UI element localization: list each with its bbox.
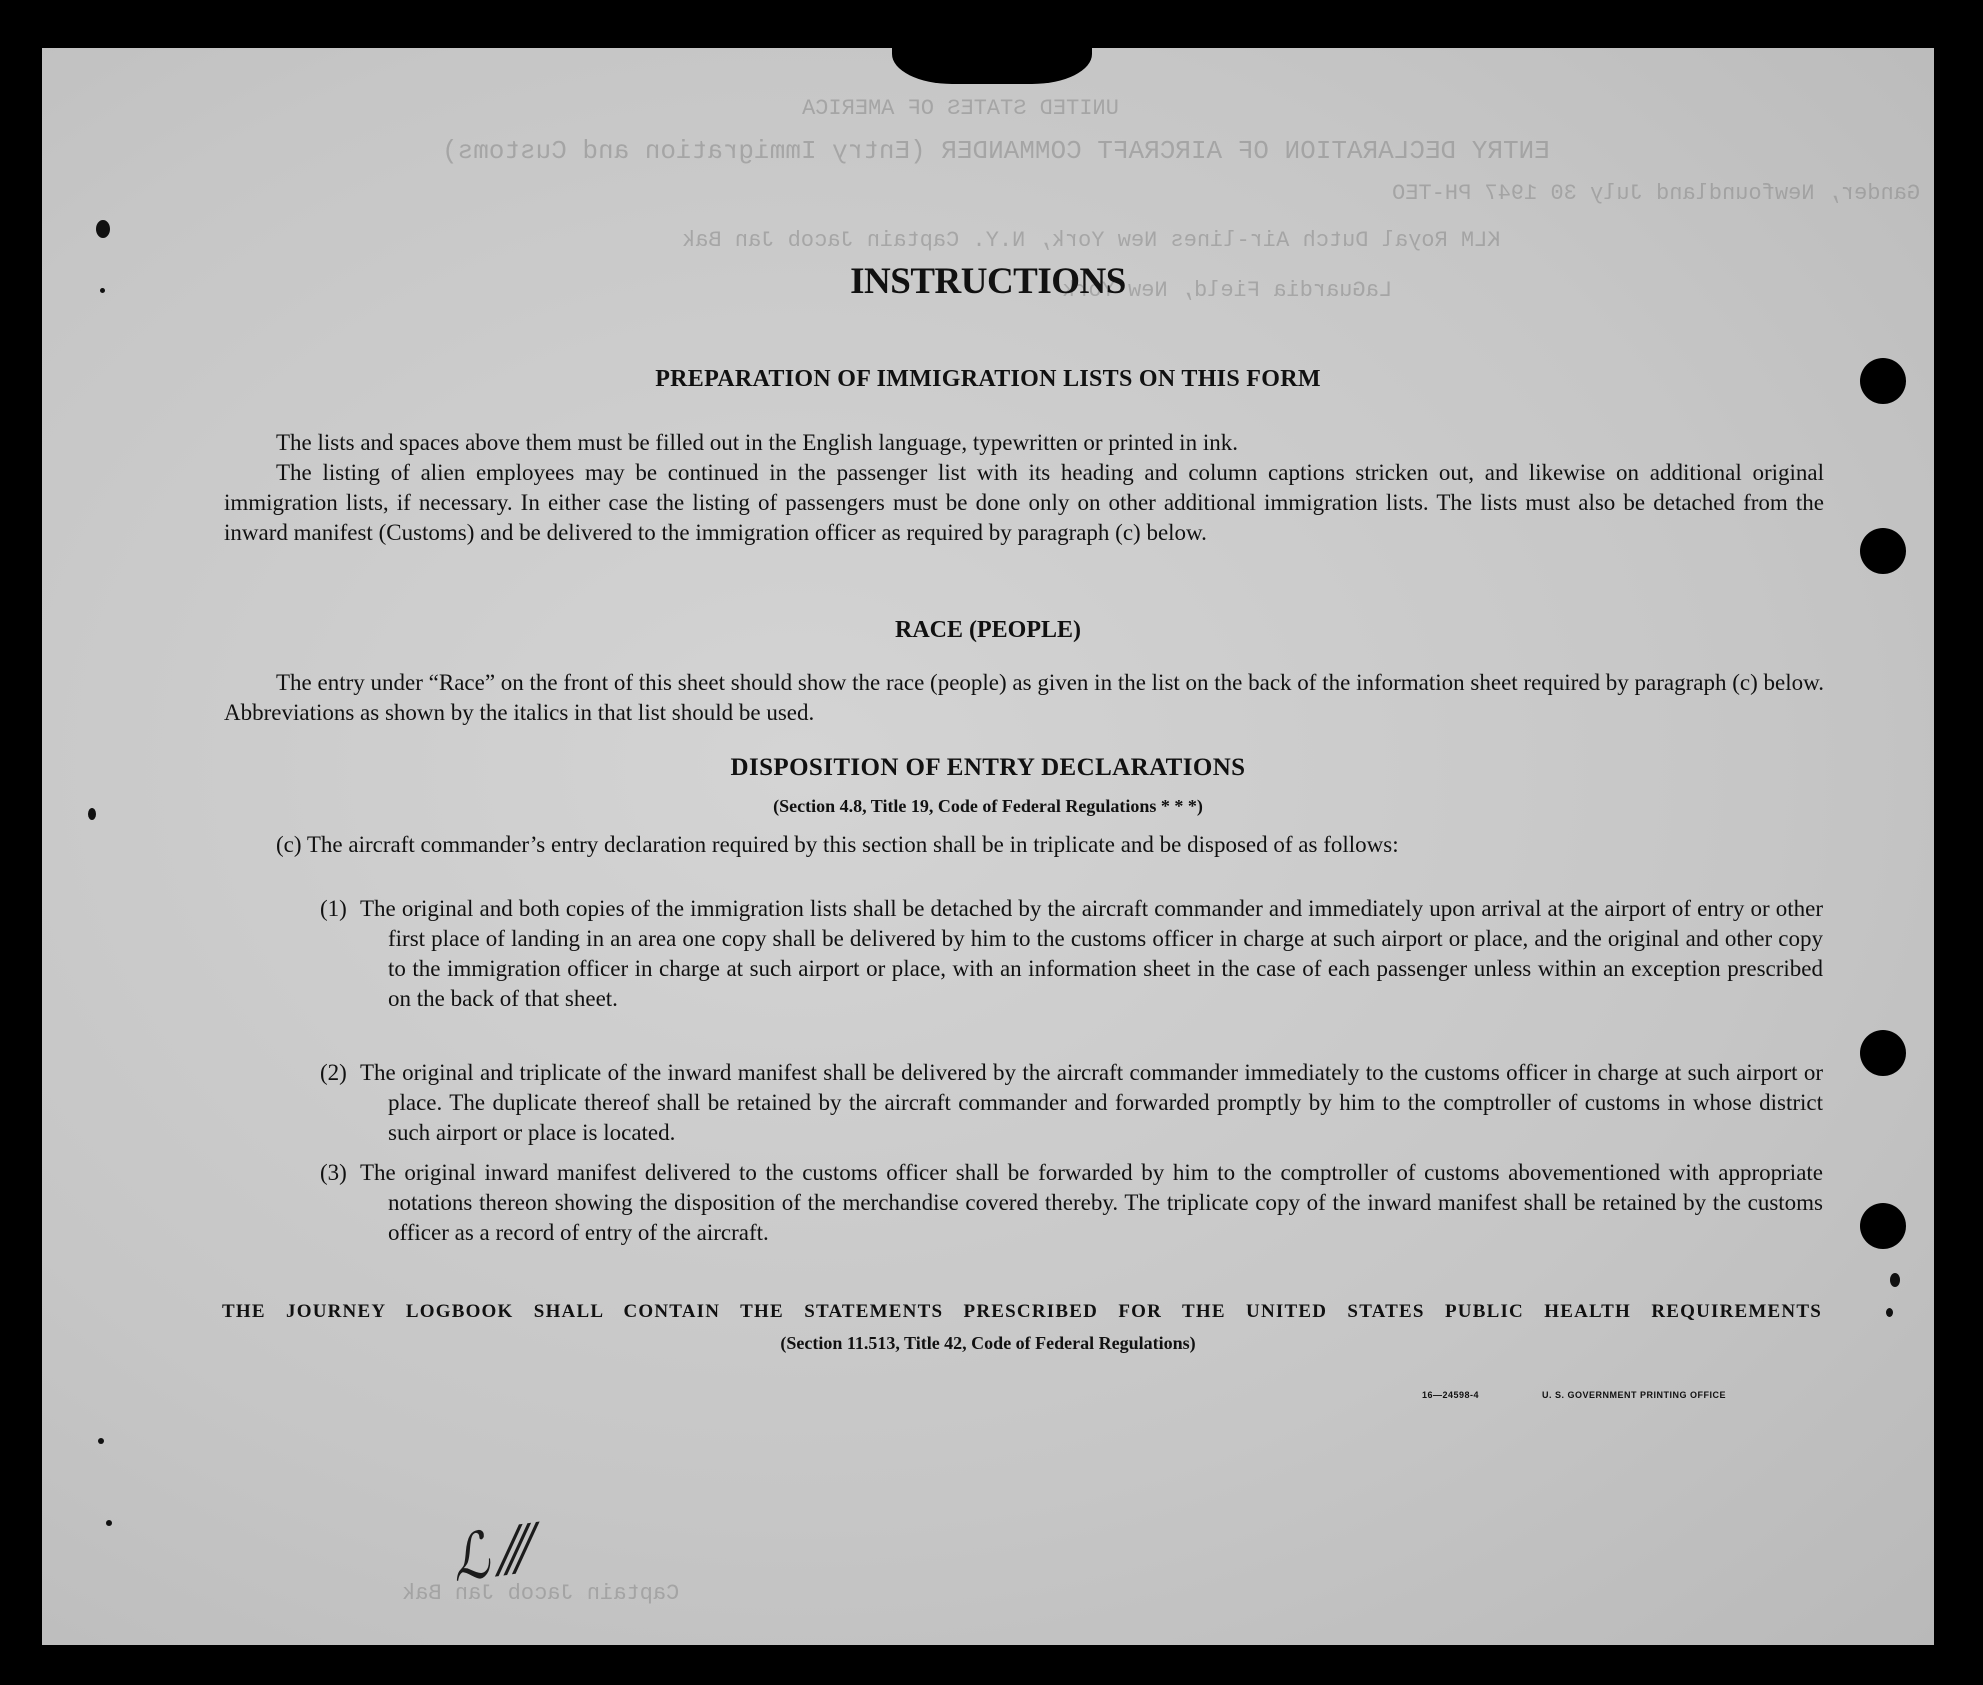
form-number: 16—24598-4 — [1422, 1390, 1480, 1400]
disposition-item-3 — [320, 1158, 1823, 1248]
instructions-heading: INSTRUCTIONS — [850, 261, 1126, 302]
section-heading-disposition: DISPOSITION OF ENTRY DECLARATIONS — [730, 754, 1246, 781]
logbook-citation: (Section 11.513, Title 42, Code of Federal Regulations) — [780, 1333, 1196, 1353]
disposition-citation: (Section 4.8, Title 19, Code of Federal Regulations * * *) — [773, 796, 1203, 816]
ink-speck — [98, 1438, 104, 1444]
punch-hole — [1860, 528, 1906, 574]
race-paragraph: The entry under “Race” on the front of this sheet should show the race (people) as given in the list on the back of the information sheet required by paragraph (c) below. Abbreviations as shown by the italics in that list should be used. — [224, 670, 1824, 725]
item-text: The original and both copies of the immigration lists shall be detached by the aircraft commander and immediately upon arrival at the airport of entry or other first place of landing in an area one copy shall be delivered by him to the customs officer in charge at such airport or place, and the original and other copy to the immigration officer in charge at such airport or place, with an information sheet in the case of each passenger unless within an exception prescribed on the back of that sheet. — [360, 896, 1823, 1011]
punch-hole — [1860, 1030, 1906, 1076]
disposition-item-1 — [320, 894, 1823, 1014]
item-number: (2) — [320, 1060, 347, 1085]
section-heading-race: RACE (PEOPLE) — [895, 617, 1081, 643]
item-text: The original and triplicate of the inward manifest shall be delivered by the aircraft commander immediately to the customs officer in charge at such airport or place. The duplicate thereof shall be retained by the aircraft commander and forwarded promptly by him to the comptroller of customs in whose district such airport or place is located. — [360, 1060, 1823, 1145]
punch-hole — [1860, 1203, 1906, 1249]
bleed-through-line: Captain Jacob Jan Bak — [402, 1581, 680, 1606]
disposition-intro: (c) The aircraft commander’s entry declaration required by this section shall be in triplicate and be disposed of as follows: — [276, 832, 1399, 857]
bleed-through-line: Gander, Newfoundland July 30 1947 PH-TEO — [1392, 181, 1921, 206]
torn-edge — [892, 48, 1092, 84]
form-sheet — [42, 48, 1934, 1645]
item-text: The original inward manifest delivered to the customs officer shall be forwarded by him to the comptroller of customs abovementioned with appropriate notations thereon showing the disposition of the merchandise covered thereby. The triplicate copy of the inward manifest shall be retained by the customs officer as a record of entry of the aircraft. — [360, 1160, 1823, 1245]
bleed-through-line: UNITED STATES OF AMERICA — [802, 96, 1119, 121]
preparation-paragraph-2: The listing of alien employees may be continued in the passenger list with its heading and column captions stricken out, and likewise on additional original immigration lists, if necessary. In either case the listing of passengers must be done only on other additional immigration lists. The lists must also be detached from the inward manifest (Customs) and be delivered to the immigration officer as required by paragraph (c) below. — [224, 460, 1824, 545]
preparation-paragraph-1: The lists and spaces above them must be filled out in the English language, typewritten or printed in ink. — [276, 430, 1238, 455]
disposition-item-2 — [320, 1058, 1823, 1148]
section-heading-preparation: PREPARATION OF IMMIGRATION LISTS ON THIS FORM — [655, 366, 1321, 392]
bleed-through-line: LaGuardia Field, New York — [1062, 278, 1393, 303]
handwritten-signature: ℒ ⁄⁄⁄ — [447, 1512, 536, 1598]
item-number: (1) — [320, 896, 347, 921]
ink-speck — [106, 1520, 112, 1526]
printing-office: U. S. GOVERNMENT PRINTING OFFICE — [1542, 1390, 1727, 1400]
bleed-through-line: ENTRY DECLARATION OF AIRCRAFT COMMANDER (Entry Immigration and Customs) — [442, 136, 1550, 166]
item-number: (3) — [320, 1160, 347, 1185]
ink-speck — [96, 220, 110, 238]
ink-speck — [1886, 1308, 1893, 1317]
logbook-statement: THE JOURNEY LOGBOOK SHALL CONTAIN THE STATEMENTS PRESCRIBED FOR THE UNITED STATES PUBLIC HEALTH REQUIREMENTS — [222, 1301, 1822, 1322]
bleed-through-line: KLM Royal Dutch Air-lines New York, N.Y. Captain Jacob Jan Bak — [682, 228, 1501, 253]
ink-speck — [1890, 1273, 1900, 1287]
